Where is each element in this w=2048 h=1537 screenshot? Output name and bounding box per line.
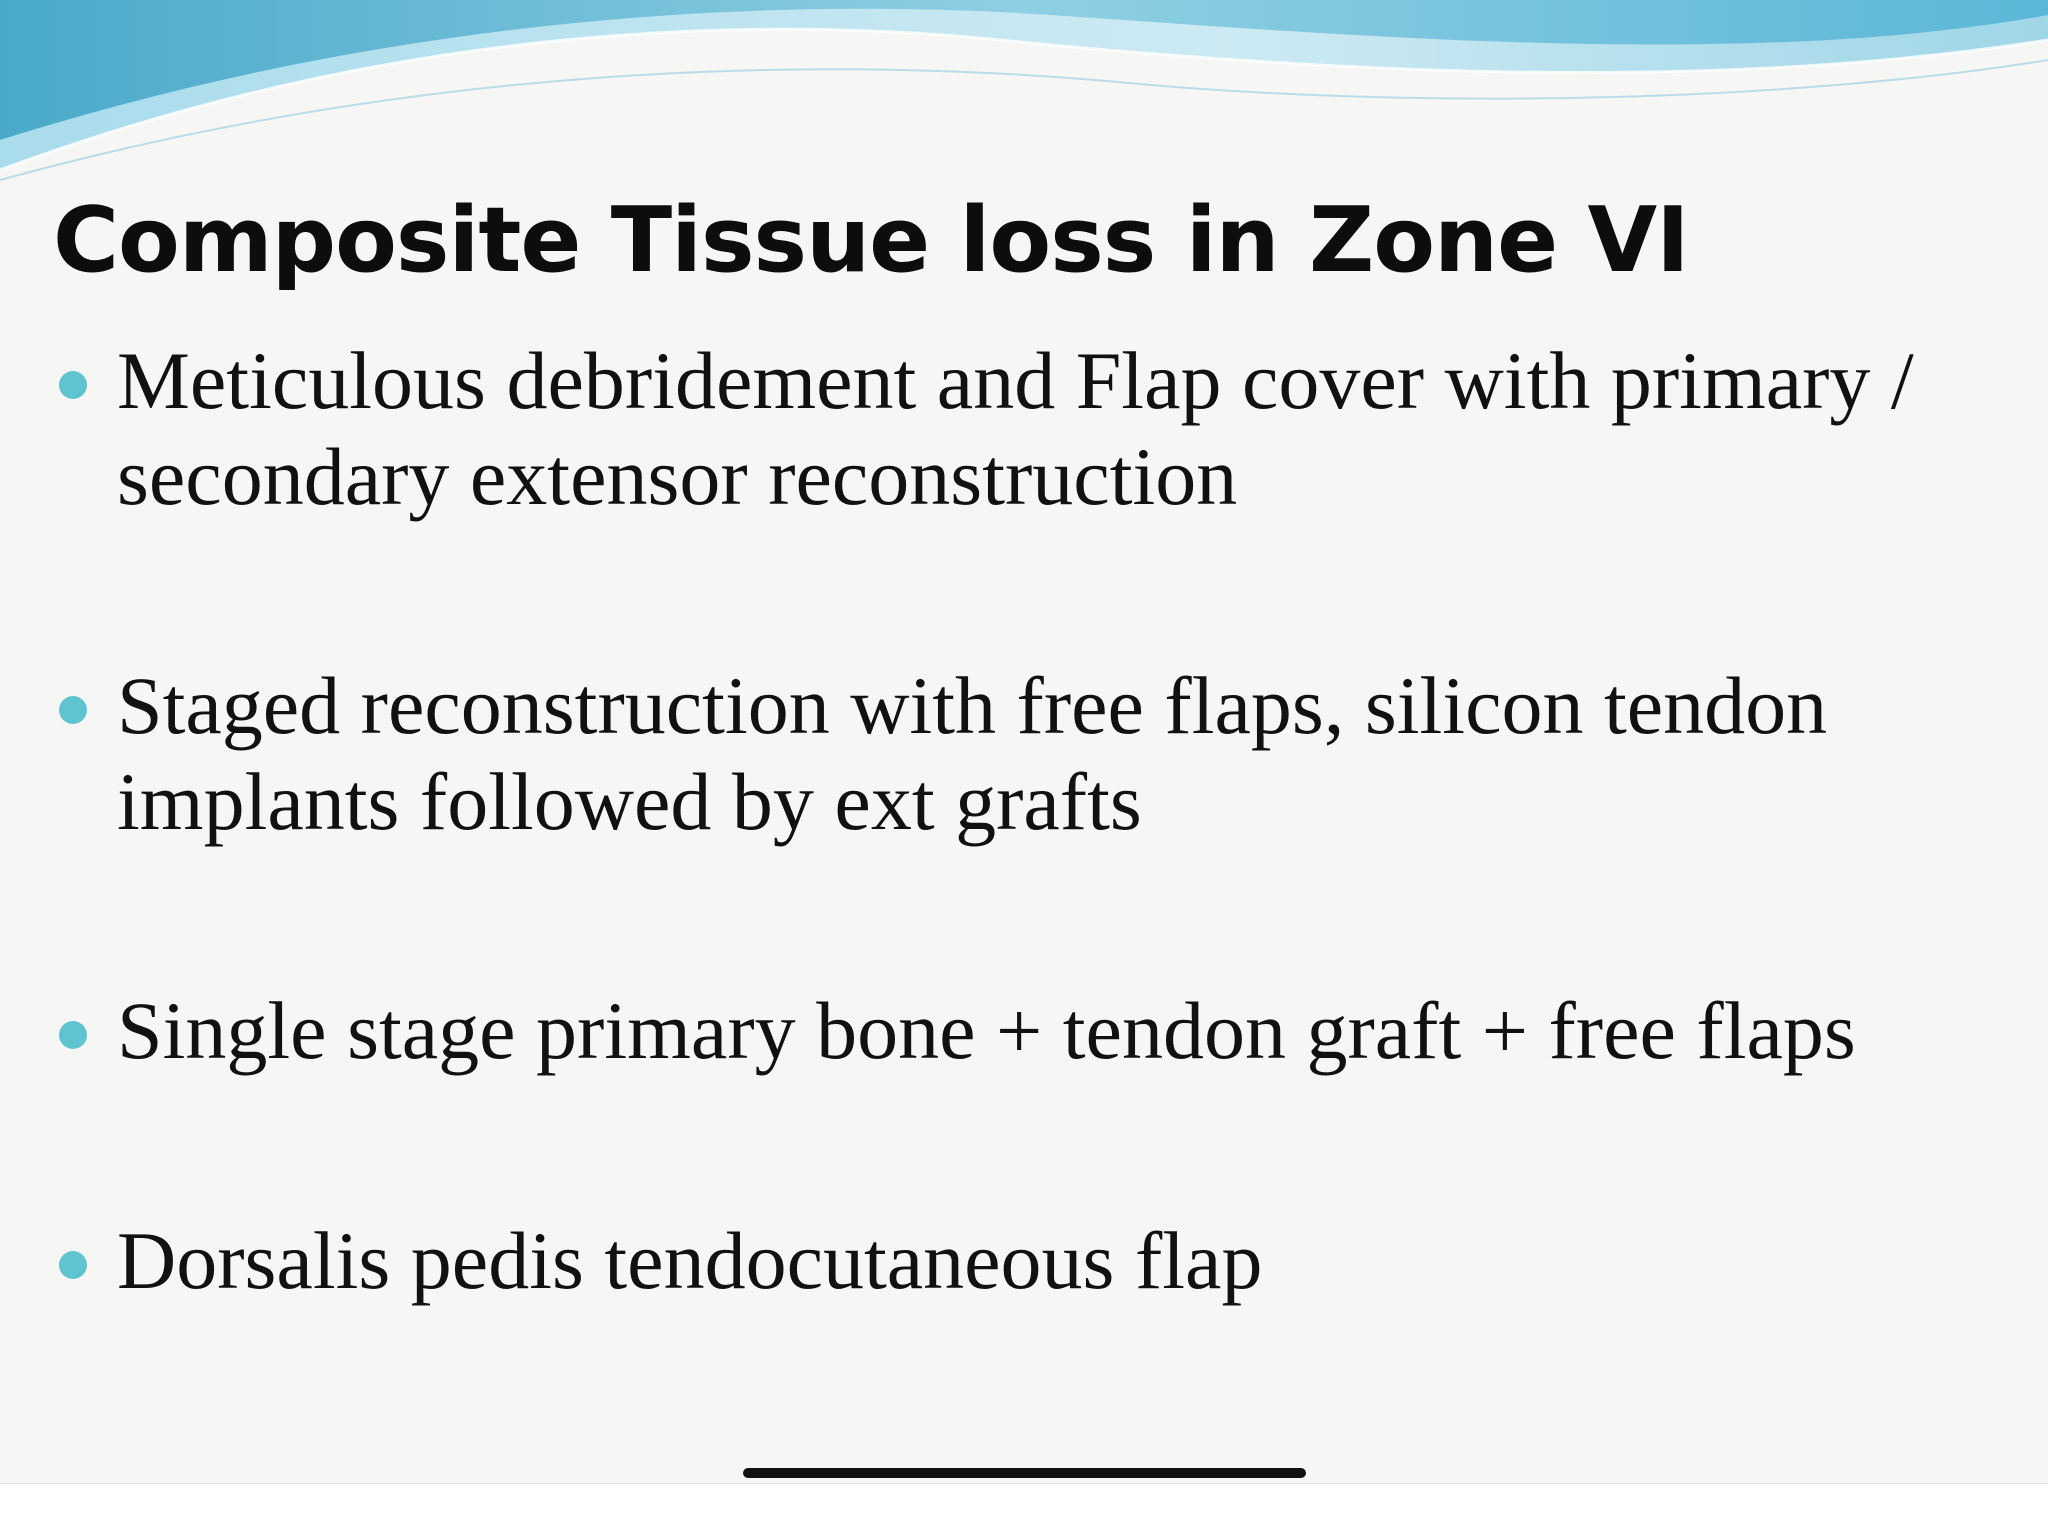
bottom-band [0, 1483, 2048, 1537]
bullet-text: Single stage primary bone + tendon graft + free flaps [117, 985, 1856, 1076]
bullet-dot-icon [59, 371, 87, 399]
bullet-item [117, 658, 2017, 850]
bullet-item [117, 983, 2017, 1079]
bullet-dot-icon [59, 1251, 87, 1279]
bullet-item [117, 1213, 2017, 1309]
bullet-dot-icon [59, 1021, 87, 1049]
bullet-text: Dorsalis pedis tendocutaneous flap [117, 1215, 1263, 1306]
bullet-text: Meticulous debridement and Flap cover with primary / secondary extensor reconstruction [117, 335, 1914, 522]
bullet-text: Staged reconstruction with free flaps, silicon tendon implants followed by ext grafts [117, 660, 1828, 847]
home-indicator-bar[interactable] [743, 1468, 1306, 1478]
slide-title: Composite Tissue loss in Zone VI [53, 188, 1689, 293]
bullet-dot-icon [59, 696, 87, 724]
bullet-item [117, 333, 2017, 525]
